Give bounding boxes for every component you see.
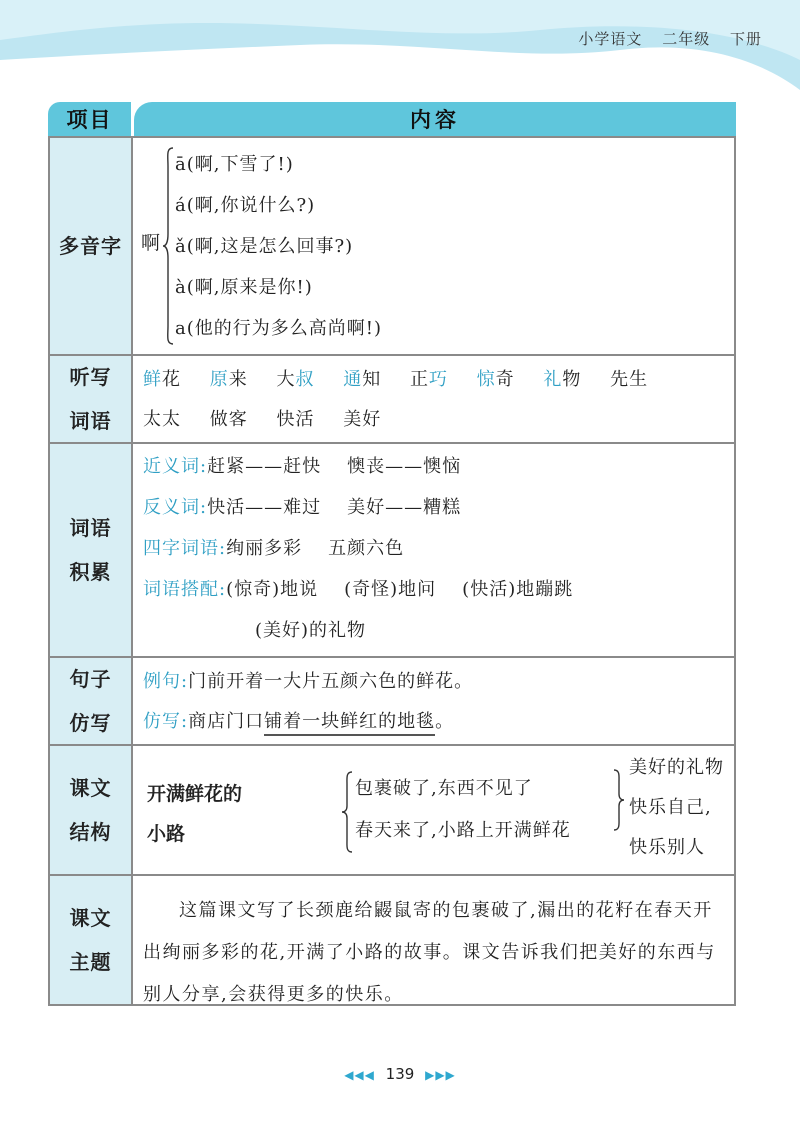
structure-right-1: 美好的礼物 [629, 757, 724, 778]
structure-middle [355, 768, 571, 852]
table-row-accumulation [48, 444, 736, 658]
row-label-polyphone: 多音字 [50, 138, 133, 354]
accumulation-cell [133, 444, 734, 656]
pair-4: (美好)的礼物 [255, 620, 367, 641]
table-row-sentence [48, 658, 736, 746]
page-footer [0, 1065, 800, 1083]
structure-title [147, 774, 242, 854]
label-line-2: 词语 [69, 409, 112, 433]
page-header [564, 28, 762, 49]
word: 做客 [209, 409, 248, 430]
theme-text: 这篇课文写了长颈鹿给鼹鼠寄的包裹破了,漏出的花籽在春天开出绚丽多彩的花,开满了小路的故事。课文告诉我们把美好的东西与别人分享,会获得更多的快乐。 [143, 900, 716, 1005]
word: 通知 [343, 369, 382, 390]
row-label-dictation [50, 356, 133, 442]
label-line-2: 积累 [69, 560, 112, 584]
word: 正巧 [409, 369, 448, 390]
structure-title-2: 小路 [147, 823, 186, 845]
structure-right-3: 快乐别人 [629, 837, 705, 858]
synonyms-2: 懊丧——懊恼 [347, 456, 462, 477]
word: 原来 [209, 369, 248, 390]
table-row-theme [48, 876, 736, 1006]
polyphone-readings [175, 144, 382, 349]
word: 礼物 [543, 369, 582, 390]
dictation-line-1 [143, 360, 724, 400]
word: 美好 [343, 409, 382, 430]
word: 先生 [610, 369, 649, 390]
synonyms-label: 近义词: [143, 456, 208, 477]
header-grade: 二年级 [662, 30, 711, 48]
pair-3: (快活)地蹦跳 [462, 579, 574, 600]
word: 鲜花 [143, 369, 181, 390]
word: 快活 [276, 409, 315, 430]
brace-icon [162, 146, 174, 346]
label-line-1: 课文 [69, 776, 112, 800]
example-label: 例句: [143, 671, 189, 692]
table-header [48, 102, 736, 136]
pair-1: (惊奇)地说 [226, 579, 319, 600]
header-subject: 小学语文 [578, 30, 643, 48]
four-char-line [143, 528, 724, 569]
row-label-theme [50, 876, 133, 1004]
label-line-1: 词语 [69, 516, 112, 540]
label-line-2: 结构 [69, 820, 112, 844]
imitate-line [143, 702, 724, 742]
structure-mid-1: 包裹破了,东西不见了 [355, 778, 533, 799]
structure-right [629, 748, 724, 868]
brace-icon [341, 770, 353, 854]
reading-2: á(啊,你说什么?) [175, 195, 316, 216]
reading-4: à(啊,原来是你!) [175, 277, 313, 298]
polyphone-char: 啊 [141, 232, 161, 254]
page-number: 139 [385, 1065, 415, 1083]
antonyms-1: 快活——难过 [207, 497, 322, 518]
imitate-prefix: 商店门口 [188, 711, 265, 732]
reading-5: a(他的行为多么高尚啊!) [175, 318, 383, 339]
summary-table [48, 102, 736, 1006]
dictation-line-2 [143, 400, 724, 440]
header-content: 内容 [134, 102, 736, 136]
word: 大叔 [276, 369, 315, 390]
row-label-sentence [50, 658, 133, 744]
imitate-label: 仿写: [143, 711, 189, 732]
pairs-label: 词语搭配: [143, 579, 227, 600]
pairs-line [143, 569, 724, 610]
table-row-polyphone [48, 136, 736, 356]
word: 惊奇 [476, 369, 515, 390]
table-row-dictation [48, 356, 736, 444]
structure-right-2: 快乐自己, [629, 797, 712, 818]
table-row-structure [48, 746, 736, 876]
four-char-1: 绚丽多彩 [226, 538, 303, 559]
polyphone-cell [133, 138, 734, 354]
antonyms-line [143, 487, 724, 528]
brace-icon [613, 768, 625, 832]
four-char-label: 四字词语: [143, 538, 227, 559]
dictation-cell [133, 356, 734, 442]
synonyms-line [143, 446, 724, 487]
synonyms-1: 赶紧——赶快 [207, 456, 322, 477]
header-volume: 下册 [729, 30, 762, 48]
label-line-2: 主题 [69, 950, 112, 974]
header-item: 项目 [48, 102, 131, 136]
next-arrows-icon: ▶▶▶ [425, 1068, 456, 1082]
prev-arrows-icon: ◀◀◀ [344, 1068, 375, 1082]
label-line-1: 句子 [69, 667, 112, 691]
label-line-2: 仿写 [69, 711, 112, 735]
example-text: 门前开着一大片五颜六色的鲜花。 [188, 671, 474, 692]
label-line-1: 听写 [69, 365, 112, 389]
reading-1: ā(啊,下雪了!) [175, 154, 294, 175]
antonyms-2: 美好——糟糕 [347, 497, 462, 518]
structure-cell [133, 746, 734, 874]
antonyms-label: 反义词: [143, 497, 208, 518]
pairs-line-2 [143, 610, 724, 651]
structure-title-1: 开满鲜花的 [147, 783, 243, 805]
row-label-structure [50, 746, 133, 874]
word: 太太 [143, 409, 181, 430]
row-label-accumulation [50, 444, 133, 656]
structure-mid-2: 春天来了,小路上开满鲜花 [355, 820, 571, 841]
imitate-underlined: 铺着一块鲜红的地毯 [264, 711, 435, 736]
pair-2: (奇怪)地问 [344, 579, 437, 600]
reading-3: ǎ(啊,这是怎么回事?) [175, 236, 354, 257]
four-char-2: 五颜六色 [328, 538, 405, 559]
example-line [143, 662, 724, 702]
imitate-suffix: 。 [435, 711, 455, 732]
label-line-1: 课文 [69, 906, 112, 930]
theme-cell [133, 876, 734, 1004]
sentence-cell [133, 658, 734, 744]
